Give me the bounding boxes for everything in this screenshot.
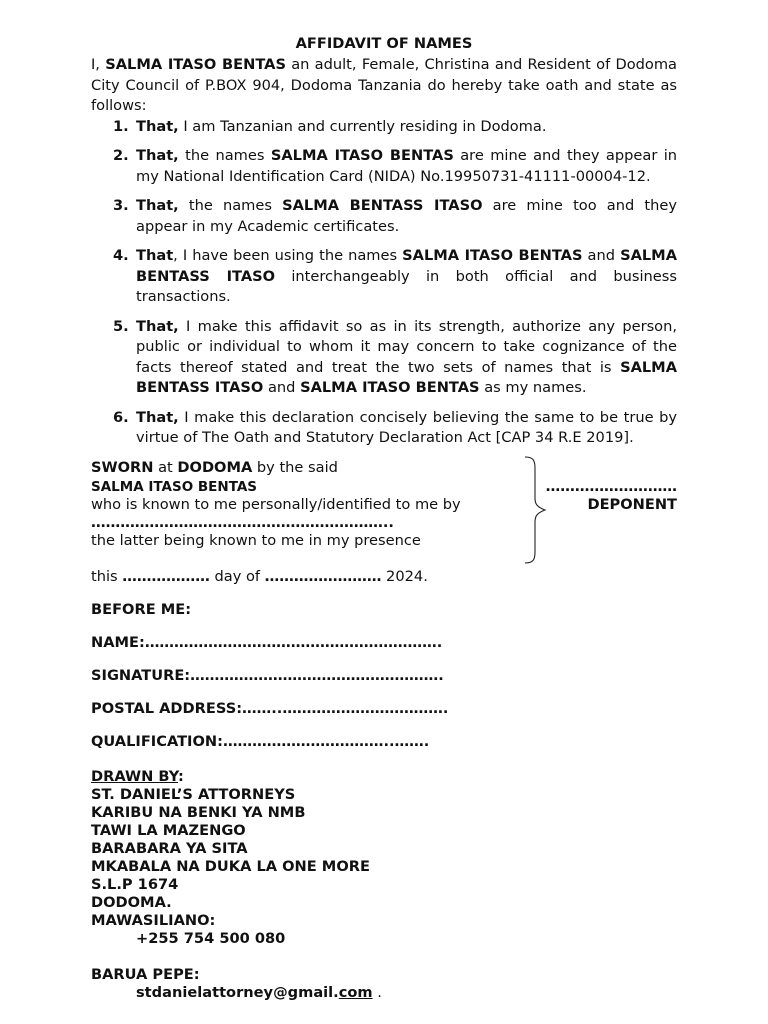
clause-text: I make this affidavit so as in its strength, authorize any person, public or individual to whom it may concern to take cognizance of the facts thereof stated and treat the two sets of names that is <box>136 317 677 376</box>
clause-text: the names <box>178 147 271 164</box>
clause-item <box>113 146 678 187</box>
clause-number: 6. <box>113 408 129 426</box>
intro-name: SALMA ITASO BENTAS <box>105 56 286 73</box>
clause-text: and <box>582 247 621 264</box>
drawn-by-colon: : <box>178 767 184 785</box>
clause-text: I make this declaration concisely believing the same to be true by virtue of The Oath and Statutory Declaration Act [CAP 34 R.E 2019]. <box>136 408 677 446</box>
clause-bold-text: That, <box>136 117 179 135</box>
clause-item <box>113 196 677 237</box>
clause-item <box>113 246 677 308</box>
address-line-1: KARIBU NA BENKI YA NMB <box>91 803 306 821</box>
clause-bold-text: SALMA BENTASS ITASO <box>282 197 483 214</box>
drawn-by-block <box>91 768 677 1002</box>
address-line-2: TAWI LA MAZENGO <box>91 821 246 839</box>
intro-paragraph <box>91 55 677 117</box>
name-field: NAME:……………………………………………………. <box>91 633 443 651</box>
phone-number: +255 754 500 080 <box>136 929 286 947</box>
clause-bold-text: SALMA BENTASS ITASO <box>136 247 677 285</box>
clause-bold-text: SALMA ITASO BENTAS <box>270 147 454 164</box>
clause-bold-text: That, <box>136 317 179 335</box>
deponent-name: SALMA ITASO BENTAS <box>91 478 258 495</box>
deponent-label: DEPONENT <box>587 495 677 513</box>
clause-bold-text: SALMA BENTASS ITASO <box>136 358 677 396</box>
address-line-3: BARABARA YA SITA <box>91 839 248 857</box>
email-address[interactable] <box>91 984 677 1002</box>
sworn-place: DODOMA <box>177 458 253 476</box>
sworn-block <box>91 458 677 588</box>
affidavit-page <box>91 34 677 1002</box>
sworn-line-1 <box>91 458 338 479</box>
clause-item <box>113 408 677 449</box>
clause-item <box>113 317 677 399</box>
spacer <box>91 948 677 966</box>
intro-rest: an adult, Female, Christina and Resident of Dodoma City Council of P.BOX 904, Dodoma Tanzania do hereby take oath and state as follows: <box>91 56 677 114</box>
drawn-by-label: DRAWN BY <box>91 767 179 785</box>
before-me-label: BEFORE ME: <box>91 600 192 618</box>
email-domain: com <box>338 983 373 1001</box>
clause-number: 4. <box>113 247 129 264</box>
email-user: stdanielattorney@gmail. <box>136 983 339 1001</box>
clause-bold-text: SALMA ITASO BENTAS <box>300 379 480 396</box>
known-line: who is known to me personally/identified to me by <box>91 495 461 513</box>
email-tail: . <box>372 983 382 1001</box>
sworn-by-said: by the said <box>252 458 338 476</box>
right-curly-brace-icon <box>521 454 551 566</box>
city: DODOMA. <box>91 893 172 911</box>
clause-number: 5. <box>113 317 129 335</box>
po-box: S.L.P 1674 <box>91 875 179 893</box>
date-year: 2024. <box>381 567 428 585</box>
clause-text: as my names. <box>479 379 587 396</box>
postal-address-field: POSTAL ADDRESS:……..……………………………. <box>91 699 449 717</box>
clause-item <box>113 117 677 138</box>
clause-number: 3. <box>113 197 129 214</box>
clause-text: are mine too and they appear in my Academic certificates. <box>136 197 677 235</box>
date-line <box>91 567 428 588</box>
month-dots: …………………… <box>264 567 382 585</box>
clause-text: the names <box>178 197 283 214</box>
clause-bold-text: That, <box>136 197 179 214</box>
document-title: AFFIDAVIT OF NAMES <box>295 35 473 52</box>
drawn-by-heading <box>91 768 677 786</box>
clause-text: and <box>263 379 301 396</box>
firm-name: ST. DANIEL’S ATTORNEYS <box>91 785 296 803</box>
clause-text: are mine and they appear in my National Identification Card (NIDA) No.19950731-41111-00004-12. <box>136 147 678 185</box>
qualification-field: QUALIFICATION:……………………………..……. <box>91 732 430 750</box>
presence-line: the latter being known to me in my presence <box>91 531 421 549</box>
date-this: this <box>91 567 123 585</box>
clauses-list <box>91 117 677 449</box>
signature-field: SIGNATURE:……………………………………………. <box>91 666 444 684</box>
address-line-4: MKABALA NA DUKA LA ONE MORE <box>91 857 370 875</box>
email-label: BARUA PEPE: <box>91 965 200 983</box>
sworn-word: SWORN <box>91 458 154 476</box>
clause-bold-text: That, <box>136 147 179 164</box>
day-dots: ……………… <box>122 567 210 585</box>
clause-bold-text: That <box>136 247 174 264</box>
clause-number: 2. <box>113 147 129 164</box>
deponent-signature-dots: ……………………… <box>545 477 677 495</box>
clause-number: 1. <box>113 117 129 135</box>
intro-prefix: I, <box>91 56 106 73</box>
date-day-of: day of <box>209 567 265 585</box>
clause-text: I am Tanzanian and currently residing in Dodoma. <box>178 117 547 135</box>
clause-bold-text: SALMA ITASO BENTAS <box>402 247 583 264</box>
clause-bold-text: That, <box>136 408 179 426</box>
clause-text: interchangeably in both official and business transactions. <box>136 267 677 305</box>
clause-text: , I have been using the names <box>173 247 403 264</box>
sworn-at: at <box>153 458 178 476</box>
contacts-label: MAWASILIANO: <box>91 911 216 929</box>
identifier-dots: …………………………………………………….. <box>91 513 394 531</box>
